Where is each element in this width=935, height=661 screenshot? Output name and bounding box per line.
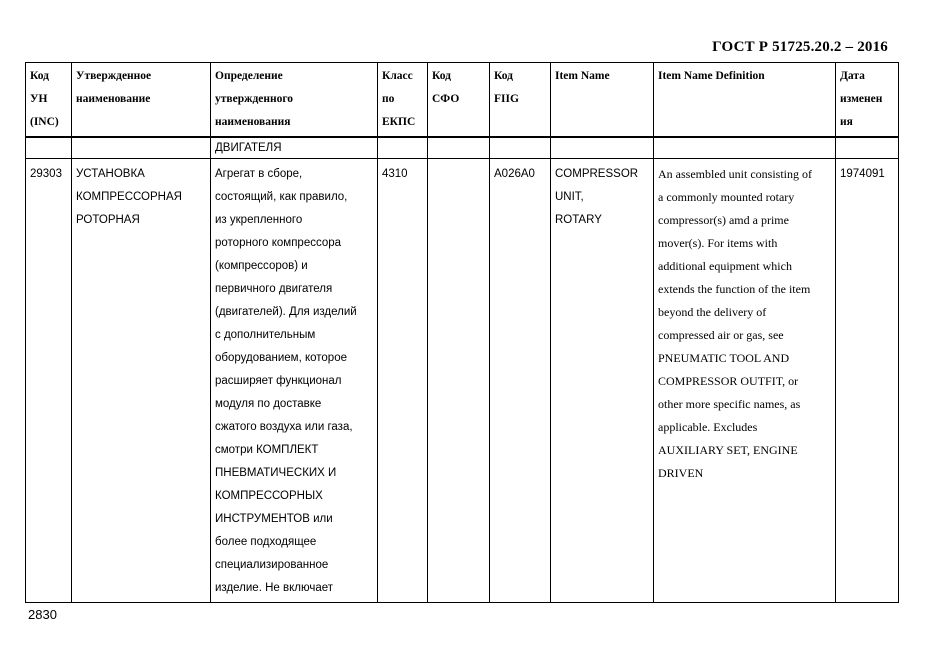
column-header-ekps-class: Класс по ЕКПС (378, 63, 428, 138)
document-title: ГОСТ Р 51725.20.2 – 2016 (712, 39, 888, 55)
column-header-change-date: Дата изменен ия (836, 63, 899, 138)
table-cell (836, 137, 899, 159)
cell-change-date: 1974091 (836, 159, 899, 603)
column-header-approved-name: Утвержденное наименование (72, 63, 211, 138)
cell-approved-name: УСТАНОВКА КОМПРЕССОРНАЯ РОТОРНАЯ (72, 159, 211, 603)
cell-sfo-code (428, 159, 490, 603)
table-row (26, 137, 899, 159)
cell-inc: 29303 (26, 159, 72, 603)
catalog-table (25, 62, 899, 603)
table-cell (428, 137, 490, 159)
table-cell: ДВИГАТЕЛЯ (211, 137, 378, 159)
cell-item-name: COMPRESSOR UNIT, ROTARY (551, 159, 654, 603)
column-header-item-name-definition: Item Name Definition (654, 63, 836, 138)
column-header-fiig-code: Код FIIG (490, 63, 551, 138)
page-number: 2830 (28, 607, 57, 622)
column-header-sfo-code: Код СФО (428, 63, 490, 138)
table-cell (654, 137, 836, 159)
table-cell (26, 137, 72, 159)
cell-item-name-definition: An assembled unit consisting of a commonly mounted rotary compressor(s) amd a prime mover(s). For items with additional equipment which extends the function of the item beyond the delivery of compressed air or gas, see PNEUMATIC TOOL AND COMPRESSOR OUTFIT, or other more specific names, as applicable. Excludes AUXILIARY SET, ENGINE DRIVEN (654, 159, 836, 603)
cell-ekps-class: 4310 (378, 159, 428, 603)
column-header-definition: Определение утвержденного наименования (211, 63, 378, 138)
cell-definition: Агрегат в сборе, состоящий, как правило, из укрепленного роторного компрессора (компрессоров) и первичного двигателя (двигателей). Для изделий с дополнительным оборудованием, которое расширяет функционал модуля по доставке сжатого воздуха или газа, смотри КОМПЛЕКТ ПНЕВМАТИЧЕСКИХ И КОМПРЕССОРНЫХ ИНСТРУМЕНТОВ или более подходящее специализированное изделие. Не включает (211, 159, 378, 603)
table-row (26, 159, 899, 603)
column-header-inc: Код УН (INC) (26, 63, 72, 138)
column-header-item-name: Item Name (551, 63, 654, 138)
table-cell (551, 137, 654, 159)
table-cell (72, 137, 211, 159)
cell-fiig-code: A026A0 (490, 159, 551, 603)
table-cell (378, 137, 428, 159)
table-header-row (26, 63, 899, 138)
table-cell (490, 137, 551, 159)
